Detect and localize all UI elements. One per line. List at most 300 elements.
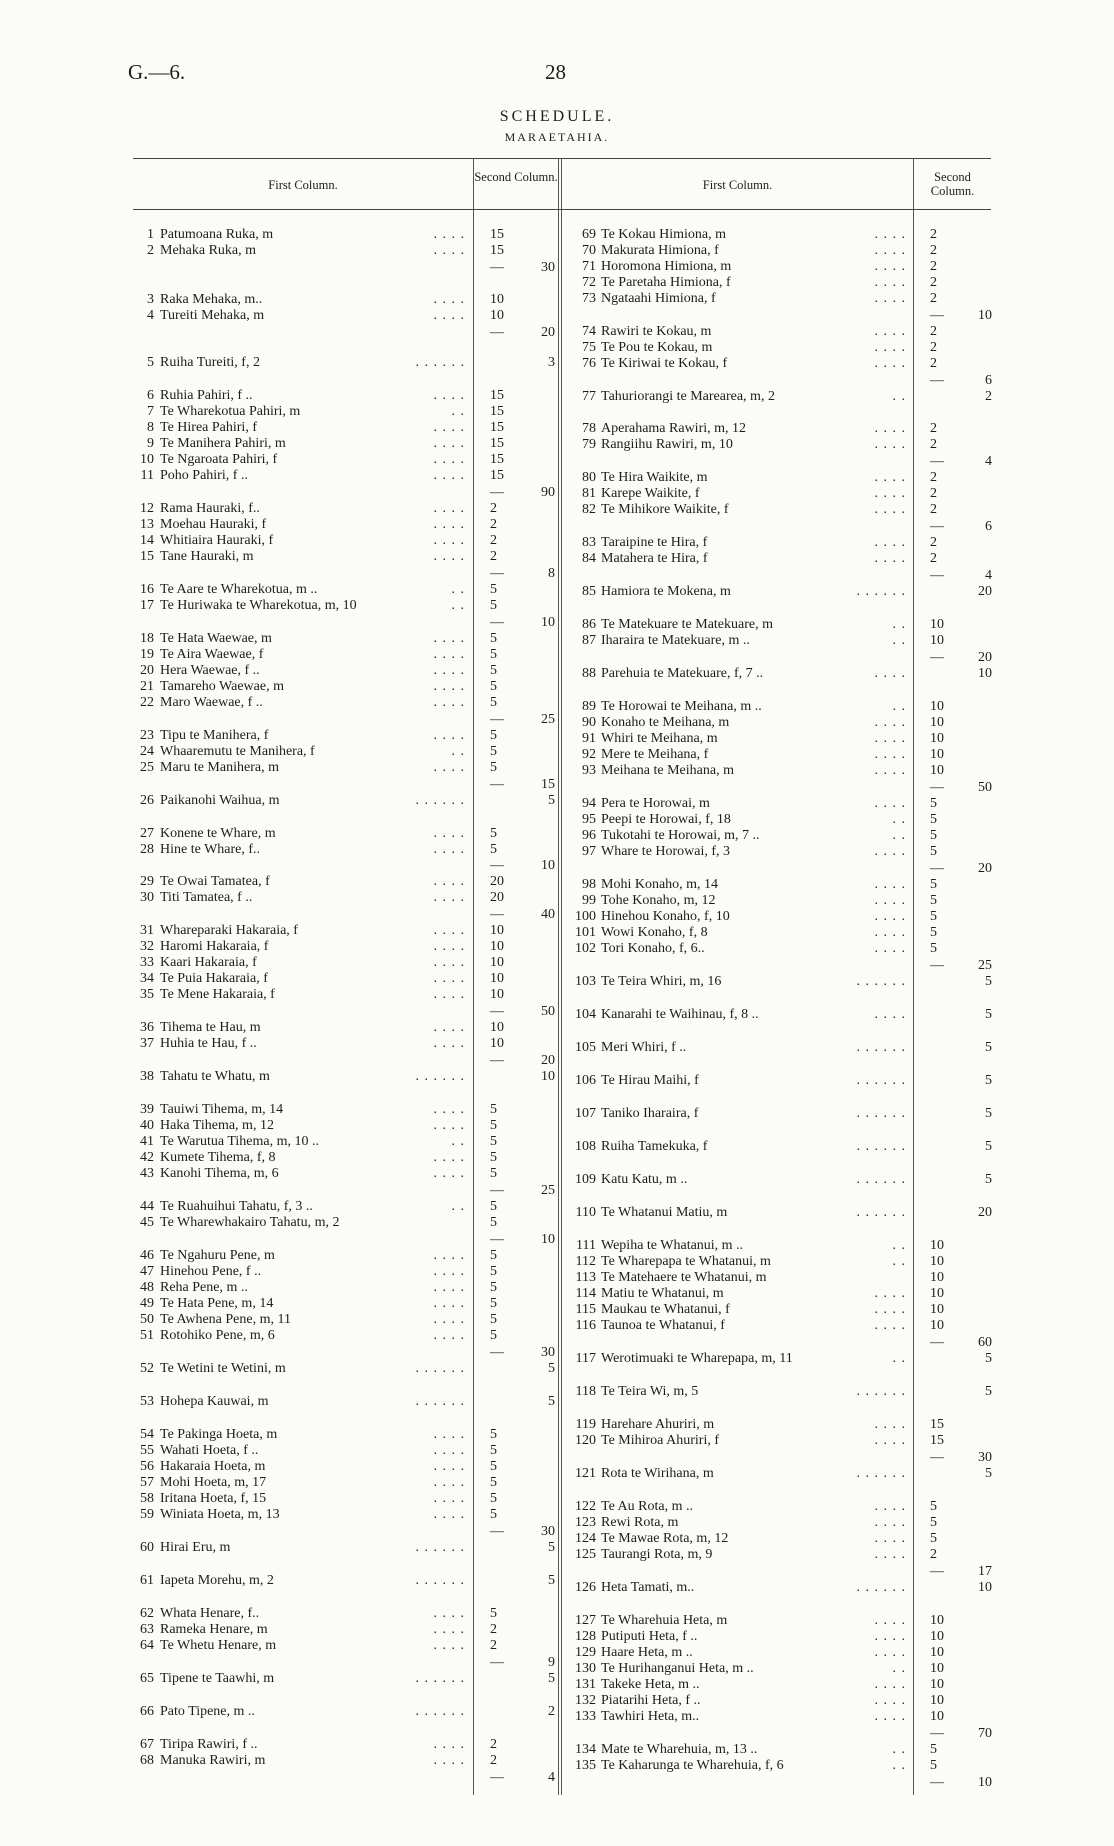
- leader-dots: . . . .: [874, 1433, 906, 1448]
- leader-dots: . . . .: [874, 291, 906, 306]
- row-subtotal: 5: [985, 1073, 992, 1088]
- leader-dots: . . . . . .: [415, 793, 465, 808]
- row-name: Rawiri te Kokau, m: [601, 324, 712, 339]
- leader-dots: . . . . . .: [856, 1139, 906, 1154]
- row-number: 39: [140, 1102, 154, 1117]
- row-value: 15: [490, 227, 504, 242]
- row-value: 10: [930, 1613, 944, 1628]
- row-subtotal: 4: [548, 1770, 555, 1785]
- row-value: 5: [490, 826, 497, 841]
- row-value: —: [490, 566, 504, 581]
- row-value: 2: [930, 470, 937, 485]
- leader-dots: . . . .: [433, 987, 465, 1002]
- row-name: Tipu te Manihera, f: [160, 728, 269, 743]
- row-value: 5: [930, 941, 937, 956]
- leader-dots: . .: [892, 812, 906, 827]
- leader-dots: . . . .: [433, 1622, 465, 1637]
- row-number: 25: [140, 760, 154, 775]
- row-value: 5: [490, 598, 497, 613]
- row-subtotal: 10: [541, 858, 555, 873]
- row-value: 2: [930, 502, 937, 517]
- row-subtotal: 8: [548, 566, 555, 581]
- row-number: 95: [582, 812, 596, 827]
- leader-dots: . . . .: [433, 549, 465, 564]
- leader-dots: . . . .: [433, 955, 465, 970]
- row-name: Karepe Waikite, f: [601, 486, 700, 501]
- leader-dots: . . . .: [433, 308, 465, 323]
- row-subtotal: 5: [548, 1540, 555, 1555]
- left-first-column-header: First Column.: [268, 178, 338, 192]
- row-value: 5: [930, 844, 937, 859]
- row-subtotal: 30: [541, 1524, 555, 1539]
- row-subtotal: 15: [541, 777, 555, 792]
- row-value: —: [490, 907, 504, 922]
- leader-dots: . . . .: [874, 666, 906, 681]
- leader-dots: . . . .: [433, 1753, 465, 1768]
- leader-dots: . . . .: [874, 243, 906, 258]
- row-name: Whareparaki Hakaraia, f: [160, 923, 298, 938]
- row-subtotal: 20: [978, 650, 992, 665]
- row-name: Mere te Meihana, f: [601, 747, 709, 762]
- row-value: —: [490, 1524, 504, 1539]
- row-name: Whata Henare, f..: [160, 1606, 260, 1621]
- leader-dots: . . . .: [874, 1417, 906, 1432]
- row-name: Hine te Whare, f..: [160, 842, 261, 857]
- row-name: Maro Waewae, f ..: [160, 695, 263, 710]
- row-name: Mohi Konaho, m, 14: [601, 877, 719, 892]
- row-number: 97: [582, 844, 596, 859]
- leader-dots: . . . . . .: [415, 1394, 465, 1409]
- row-subtotal: 25: [541, 1183, 555, 1198]
- row-number: 88: [582, 666, 596, 681]
- row-name: Werotimuaki te Wharepapa, m, 11: [601, 1351, 793, 1366]
- row-value: 15: [490, 436, 504, 451]
- row-name: Tori Konaho, f, 6..: [601, 941, 705, 956]
- row-subtotal: 10: [978, 1775, 992, 1790]
- row-number: 64: [140, 1638, 154, 1653]
- leader-dots: . . . .: [874, 715, 906, 730]
- row-subtotal: 6: [985, 373, 992, 388]
- row-subtotal: 10: [541, 615, 555, 630]
- row-name: Matahera te Hira, f: [601, 551, 708, 566]
- row-name: Te Wharewhakairo Tahatu, m, 2: [160, 1215, 340, 1230]
- leader-dots: . . . .: [433, 663, 465, 678]
- leader-dots: . .: [892, 633, 906, 648]
- row-subtotal: 50: [978, 780, 992, 795]
- row-value: 2: [930, 291, 937, 306]
- row-value: 15: [490, 404, 504, 419]
- row-value: 5: [930, 909, 937, 924]
- row-value: —: [930, 1726, 944, 1741]
- row-value: 10: [930, 1661, 944, 1676]
- row-number: 68: [140, 1753, 154, 1768]
- row-subtotal: 4: [985, 568, 992, 583]
- row-value: 5: [490, 663, 497, 678]
- row-value: 10: [490, 292, 504, 307]
- row-value: 10: [490, 923, 504, 938]
- row-name: Tureiti Mehaka, m: [160, 308, 265, 323]
- leader-dots: . . . .: [433, 1737, 465, 1752]
- row-value: 10: [930, 1302, 944, 1317]
- row-name: Rameka Henare, m: [160, 1622, 268, 1637]
- leader-dots: . . . .: [874, 1531, 906, 1546]
- row-subtotal: 20: [978, 584, 992, 599]
- row-value: 10: [930, 1318, 944, 1333]
- leader-dots: . . . . . .: [856, 1205, 906, 1220]
- row-number: 119: [575, 1417, 596, 1432]
- row-value: 5: [490, 1215, 497, 1230]
- row-name: Haare Heta, m ..: [601, 1645, 693, 1660]
- row-value: 5: [490, 1102, 497, 1117]
- row-value: 15: [490, 243, 504, 258]
- row-name: Kaari Hakaraia, f: [160, 955, 257, 970]
- row-value: 10: [930, 1693, 944, 1708]
- leader-dots: . . . .: [433, 923, 465, 938]
- row-subtotal: 50: [541, 1004, 555, 1019]
- row-value: 2: [930, 356, 937, 371]
- leader-dots: . . . .: [874, 844, 906, 859]
- row-subtotal: 25: [978, 958, 992, 973]
- leader-dots: . . . .: [874, 1286, 906, 1301]
- row-name: Putiputi Heta, f ..: [601, 1629, 698, 1644]
- row-number: 123: [575, 1515, 596, 1530]
- row-number: 63: [140, 1622, 154, 1637]
- row-name: Ngataahi Himiona, f: [601, 291, 716, 306]
- row-number: 65: [140, 1671, 154, 1686]
- row-name: Taniko Iharaira, f: [601, 1106, 699, 1121]
- row-number: 112: [575, 1254, 596, 1269]
- row-name: Te Awhena Pene, m, 11: [160, 1312, 291, 1327]
- row-value: 15: [490, 468, 504, 483]
- row-value: 10: [930, 763, 944, 778]
- row-name: Whitiaira Hauraki, f: [160, 533, 274, 548]
- row-number: 59: [140, 1507, 154, 1522]
- row-value: 15: [930, 1433, 944, 1448]
- row-value: 2: [930, 275, 937, 290]
- leader-dots: . .: [451, 1199, 465, 1214]
- row-subtotal: 40: [541, 907, 555, 922]
- row-name: Moehau Hauraki, f: [160, 517, 267, 532]
- row-number: 135: [575, 1758, 596, 1773]
- leader-dots: . . . .: [874, 1693, 906, 1708]
- schedule-title: SCHEDULE.: [499, 108, 615, 125]
- leader-dots: . .: [451, 582, 465, 597]
- leader-dots: . . . .: [874, 486, 906, 501]
- row-number: 26: [140, 793, 154, 808]
- row-subtotal: 10: [978, 1580, 992, 1595]
- row-value: —: [930, 650, 944, 665]
- row-name: Hera Waewae, f ..: [160, 663, 260, 678]
- row-number: 54: [140, 1427, 154, 1442]
- row-name: Te Hurihanganui Heta, m ..: [601, 1661, 754, 1676]
- row-number: 6: [147, 388, 154, 403]
- row-name: Te Ngahuru Pene, m: [160, 1248, 275, 1263]
- row-value: 10: [930, 747, 944, 762]
- row-number: 90: [582, 715, 596, 730]
- leader-dots: . .: [892, 1238, 906, 1253]
- row-value: —: [490, 1655, 504, 1670]
- row-number: 30: [140, 890, 154, 905]
- row-number: 93: [582, 763, 596, 778]
- leader-dots: . . . . . .: [415, 1671, 465, 1686]
- row-value: 2: [490, 1622, 497, 1637]
- row-number: 49: [140, 1296, 154, 1311]
- row-value: 10: [930, 1238, 944, 1253]
- leader-dots: . . . .: [433, 1427, 465, 1442]
- row-number: 76: [582, 356, 596, 371]
- row-number: 104: [575, 1007, 596, 1022]
- row-value: 10: [490, 955, 504, 970]
- row-subtotal: 5: [548, 1671, 555, 1686]
- row-name: Te Hata Waewae, m: [160, 631, 272, 646]
- row-value: 15: [490, 452, 504, 467]
- row-value: 10: [930, 1709, 944, 1724]
- row-number: 83: [582, 535, 596, 550]
- row-name: Te Paretaha Himiona, f: [601, 275, 731, 290]
- row-name: Iapeta Morehu, m, 2: [160, 1573, 274, 1588]
- row-subtotal: 2: [548, 1704, 555, 1719]
- row-subtotal: 30: [541, 260, 555, 275]
- row-name: Rotohiko Pene, m, 6: [160, 1328, 275, 1343]
- row-name: Reha Pene, m ..: [160, 1280, 248, 1295]
- row-number: 45: [140, 1215, 154, 1230]
- row-number: 67: [140, 1737, 154, 1752]
- row-name: Rama Hauraki, f..: [160, 501, 260, 516]
- row-name: Te Teira Whiri, m, 16: [601, 974, 722, 989]
- row-value: 5: [930, 925, 937, 940]
- row-value: 5: [930, 1531, 937, 1546]
- row-subtotal: 5: [548, 1394, 555, 1409]
- leader-dots: . . . .: [874, 551, 906, 566]
- row-value: 10: [930, 1629, 944, 1644]
- row-subtotal: 2: [985, 389, 992, 404]
- row-number: 14: [140, 533, 154, 548]
- row-name: Titi Tamatea, f ..: [160, 890, 253, 905]
- row-subtotal: 6: [985, 519, 992, 534]
- row-number: 13: [140, 517, 154, 532]
- row-name: Taraipine te Hira, f: [601, 535, 708, 550]
- row-value: —: [490, 1004, 504, 1019]
- row-number: 5: [147, 355, 154, 370]
- row-name: Te Aare te Wharekotua, m ..: [160, 582, 318, 597]
- row-name: Te Huriwaka te Wharekotua, m, 10: [160, 598, 357, 613]
- row-name: Haromi Hakaraia, f: [160, 939, 269, 954]
- leader-dots: . . . .: [433, 728, 465, 743]
- row-name: Patumoana Ruka, m: [160, 227, 274, 242]
- right-first-column-header: First Column.: [702, 178, 773, 192]
- row-value: 5: [490, 695, 497, 710]
- row-subtotal: 3: [548, 355, 555, 370]
- leader-dots: . . . .: [433, 436, 465, 451]
- row-value: 5: [490, 1199, 497, 1214]
- table-head-rule: [133, 209, 991, 210]
- leader-dots: . . . .: [433, 1020, 465, 1035]
- leader-dots: . . . .: [433, 1264, 465, 1279]
- row-value: 10: [490, 987, 504, 1002]
- row-name: Ruiha Tureiti, f, 2: [160, 355, 260, 370]
- row-value: 10: [930, 633, 944, 648]
- row-value: —: [490, 712, 504, 727]
- row-value: —: [490, 485, 504, 500]
- row-name: Rewi Rota, m: [601, 1515, 679, 1530]
- row-name: Hakaraia Hoeta, m: [160, 1459, 266, 1474]
- row-number: 35: [140, 987, 154, 1002]
- leader-dots: . . . . . .: [415, 1069, 465, 1084]
- row-number: 32: [140, 939, 154, 954]
- row-value: 5: [490, 1134, 497, 1149]
- leader-dots: . . . . . .: [415, 1361, 465, 1376]
- leader-dots: . . . .: [433, 1443, 465, 1458]
- row-name: Tahuriorangi te Marearea, m, 2: [601, 389, 775, 404]
- row-value: 2: [490, 1737, 497, 1752]
- row-name: Te Wharepapa te Whatanui, m: [601, 1254, 771, 1269]
- row-name: Hinehou Pene, f ..: [160, 1264, 262, 1279]
- row-name: Mohi Hoeta, m, 17: [160, 1475, 267, 1490]
- row-name: Te Teira Wi, m, 5: [601, 1384, 699, 1399]
- leader-dots: . . . .: [433, 1459, 465, 1474]
- row-value: 2: [930, 1547, 937, 1562]
- row-value: —: [490, 1232, 504, 1247]
- row-number: 133: [575, 1709, 596, 1724]
- leader-dots: . . . .: [433, 452, 465, 467]
- leader-dots: . . . .: [433, 1166, 465, 1181]
- row-number: 103: [575, 974, 596, 989]
- row-name: Te Matekuare te Matekuare, m: [601, 617, 773, 632]
- row-name: Te Horowai te Meihana, m ..: [601, 699, 762, 714]
- row-value: 5: [930, 812, 937, 827]
- row-name: Te Au Rota, m ..: [601, 1499, 693, 1514]
- row-subtotal: 20: [978, 1205, 992, 1220]
- leader-dots: . . . .: [433, 1248, 465, 1263]
- row-value: 10: [930, 1254, 944, 1269]
- leader-dots: . . . .: [874, 1515, 906, 1530]
- row-number: 18: [140, 631, 154, 646]
- row-number: 69: [582, 227, 596, 242]
- row-value: 5: [490, 1606, 497, 1621]
- row-subtotal: 10: [541, 1232, 555, 1247]
- row-value: 2: [490, 1638, 497, 1653]
- row-number: 8: [147, 420, 154, 435]
- row-number: 122: [575, 1499, 596, 1514]
- leader-dots: . .: [892, 389, 906, 404]
- row-number: 99: [582, 893, 596, 908]
- row-number: 61: [140, 1573, 154, 1588]
- row-number: 28: [140, 842, 154, 857]
- page-number: 28: [545, 60, 566, 84]
- row-subtotal: 5: [985, 1172, 992, 1187]
- leader-dots: . . . .: [433, 1491, 465, 1506]
- row-name: Iharaira te Matekuare, m ..: [601, 633, 750, 648]
- row-name: Te Pakinga Hoeta, m: [160, 1427, 278, 1442]
- leader-dots: . . . .: [433, 874, 465, 889]
- row-value: 10: [490, 971, 504, 986]
- row-value: 2: [490, 533, 497, 548]
- row-number: 41: [140, 1134, 154, 1149]
- leader-dots: . . . .: [433, 292, 465, 307]
- row-number: 75: [582, 340, 596, 355]
- row-number: 89: [582, 699, 596, 714]
- row-name: Tahatu te Whatu, m: [160, 1069, 270, 1084]
- row-value: 2: [930, 227, 937, 242]
- leader-dots: . . . . . .: [415, 1540, 465, 1555]
- row-number: 40: [140, 1118, 154, 1133]
- left-second-column-header: Second Column.: [474, 170, 558, 184]
- row-value: 5: [490, 1507, 497, 1522]
- leader-dots: . . . .: [433, 1296, 465, 1311]
- row-number: 34: [140, 971, 154, 986]
- leader-dots: . . . .: [874, 731, 906, 746]
- row-name: Kanohi Tihema, m, 6: [160, 1166, 279, 1181]
- row-value: 10: [930, 1286, 944, 1301]
- row-name: Tawhiri Heta, m..: [601, 1709, 700, 1724]
- row-subtotal: 5: [985, 1040, 992, 1055]
- row-name: Tihema te Hau, m: [160, 1020, 261, 1035]
- row-name: Rota te Wirihana, m: [601, 1466, 714, 1481]
- row-value: 10: [930, 699, 944, 714]
- leader-dots: . .: [892, 828, 906, 843]
- row-value: 2: [930, 243, 937, 258]
- row-number: 106: [575, 1073, 596, 1088]
- row-number: 44: [140, 1199, 154, 1214]
- row-value: —: [490, 1345, 504, 1360]
- row-value: —: [490, 1183, 504, 1198]
- row-subtotal: 20: [978, 861, 992, 876]
- row-name: Hohepa Kauwai, m: [160, 1394, 269, 1409]
- leader-dots: . . . .: [433, 533, 465, 548]
- row-value: —: [930, 1335, 944, 1350]
- row-name: Taurangi Rota, m, 9: [601, 1547, 713, 1562]
- row-number: 92: [582, 747, 596, 762]
- row-subtotal: 30: [978, 1450, 992, 1465]
- row-name: Tohe Konaho, m, 12: [601, 893, 716, 908]
- row-number: 100: [575, 909, 596, 924]
- row-name: Haka Tihema, m, 12: [160, 1118, 274, 1133]
- row-name: Te Wetini te Wetini, m: [160, 1361, 286, 1376]
- leader-dots: . . . . . .: [856, 974, 906, 989]
- row-name: Tauiwi Tihema, m, 14: [160, 1102, 284, 1117]
- leader-dots: . . . .: [874, 1629, 906, 1644]
- row-name: Taunoa te Whatanui, f: [601, 1318, 725, 1333]
- row-number: 36: [140, 1020, 154, 1035]
- leader-dots: . . . .: [874, 1645, 906, 1660]
- row-value: 2: [930, 486, 937, 501]
- leader-dots: . . . .: [433, 420, 465, 435]
- row-name: Harehare Ahuriri, m: [601, 1417, 715, 1432]
- row-name: Te Kaharunga te Wharehuia, f, 6: [601, 1758, 784, 1773]
- leader-dots: . . . .: [874, 747, 906, 762]
- row-number: 15: [140, 549, 154, 564]
- row-number: 105: [575, 1040, 596, 1055]
- row-name: Paikanohi Waihua, m: [160, 793, 280, 808]
- row-subtotal: 5: [985, 1466, 992, 1481]
- row-number: 132: [575, 1693, 596, 1708]
- leader-dots: . . . .: [874, 1302, 906, 1317]
- row-number: 107: [575, 1106, 596, 1121]
- leader-dots: . . . .: [874, 1318, 906, 1333]
- row-value: —: [930, 958, 944, 973]
- leader-dots: . . . . . .: [856, 1073, 906, 1088]
- row-value: 2: [930, 535, 937, 550]
- row-number: 23: [140, 728, 154, 743]
- leader-dots: . . . .: [874, 1709, 906, 1724]
- leader-dots: . . . .: [874, 941, 906, 956]
- row-number: 117: [575, 1351, 596, 1366]
- row-value: —: [490, 858, 504, 873]
- leader-dots: . .: [451, 598, 465, 613]
- leader-dots: . .: [892, 699, 906, 714]
- row-name: Te Hata Pene, m, 14: [160, 1296, 274, 1311]
- row-value: 15: [930, 1417, 944, 1432]
